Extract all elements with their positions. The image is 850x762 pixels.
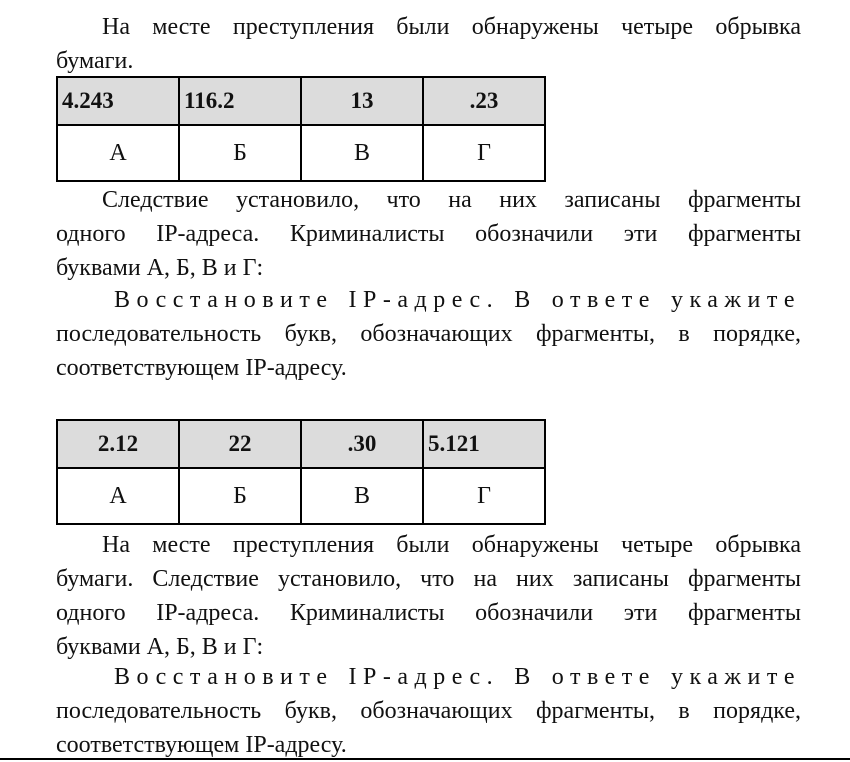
page-bottom-rule [0, 758, 850, 760]
fragment-value-a: 4.243 [57, 77, 179, 125]
fragment-letter-g: Г [423, 125, 545, 181]
problem1-body-line: одного IP-адреса. Криминалисты обозначили эти фрагменты [56, 221, 801, 247]
fragment-values-row [57, 420, 545, 468]
problem2-task-line: Восстановите IP-адрес. В ответе укажите [114, 664, 801, 690]
fragment-letter-b: Б [179, 468, 301, 524]
fragment-letters-row [57, 125, 545, 181]
fragment-letter-g: Г [423, 468, 545, 524]
problem2-fragments-table [56, 419, 546, 525]
problem2-body-line: одного IP-адреса. Криминалисты обозначили эти фрагменты [56, 600, 801, 626]
problem1-task-line: Восстановите IP-адрес. В ответе укажите [114, 287, 801, 313]
fragment-value-g: .23 [423, 77, 545, 125]
fragment-letter-v: В [301, 468, 423, 524]
problem2-body-line: бумаги. Следствие установило, что на них записаны фрагменты [56, 566, 801, 592]
problem1-task [56, 283, 801, 385]
fragment-value-b: 116.2 [179, 77, 301, 125]
fragment-letter-b: Б [179, 125, 301, 181]
problem1-task-line: последовательность букв, обозначающих фрагменты, в порядке, [56, 321, 801, 347]
problem1-body-line: буквами А, Б, В и Г: [56, 255, 264, 281]
fragment-value-a: 2.12 [57, 420, 179, 468]
fragment-value-v: 13 [301, 77, 423, 125]
problem1-intro [56, 10, 801, 78]
problem2-task [56, 660, 801, 762]
fragment-letter-a: А [57, 468, 179, 524]
problem2-body [56, 528, 801, 664]
problem2-task-line: последовательность букв, обозначающих фрагменты, в порядке, [56, 698, 801, 724]
fragment-value-v: .30 [301, 420, 423, 468]
problem1-intro-line: На месте преступления были обнаружены четыре обрывка [102, 14, 801, 40]
fragment-value-g: 5.121 [423, 420, 545, 468]
problem2-body-line: На месте преступления были обнаружены четыре обрывка [102, 532, 801, 558]
fragment-value-b: 22 [179, 420, 301, 468]
fragment-letter-v: В [301, 125, 423, 181]
fragment-letter-a: А [57, 125, 179, 181]
fragment-values-row [57, 77, 545, 125]
problem1-body [56, 183, 801, 285]
fragment-letters-row [57, 468, 545, 524]
problem1-intro-line: бумаги. [56, 48, 134, 74]
problem2-task-line: соответствующем IP-адресу. [56, 732, 347, 758]
problem1-fragments-table [56, 76, 546, 182]
problem1-body-line: Следствие установило, что на них записаны фрагменты [102, 187, 801, 213]
problem1-task-line: соответствующем IP-адресу. [56, 355, 347, 381]
problem2-body-line: буквами А, Б, В и Г: [56, 634, 264, 660]
